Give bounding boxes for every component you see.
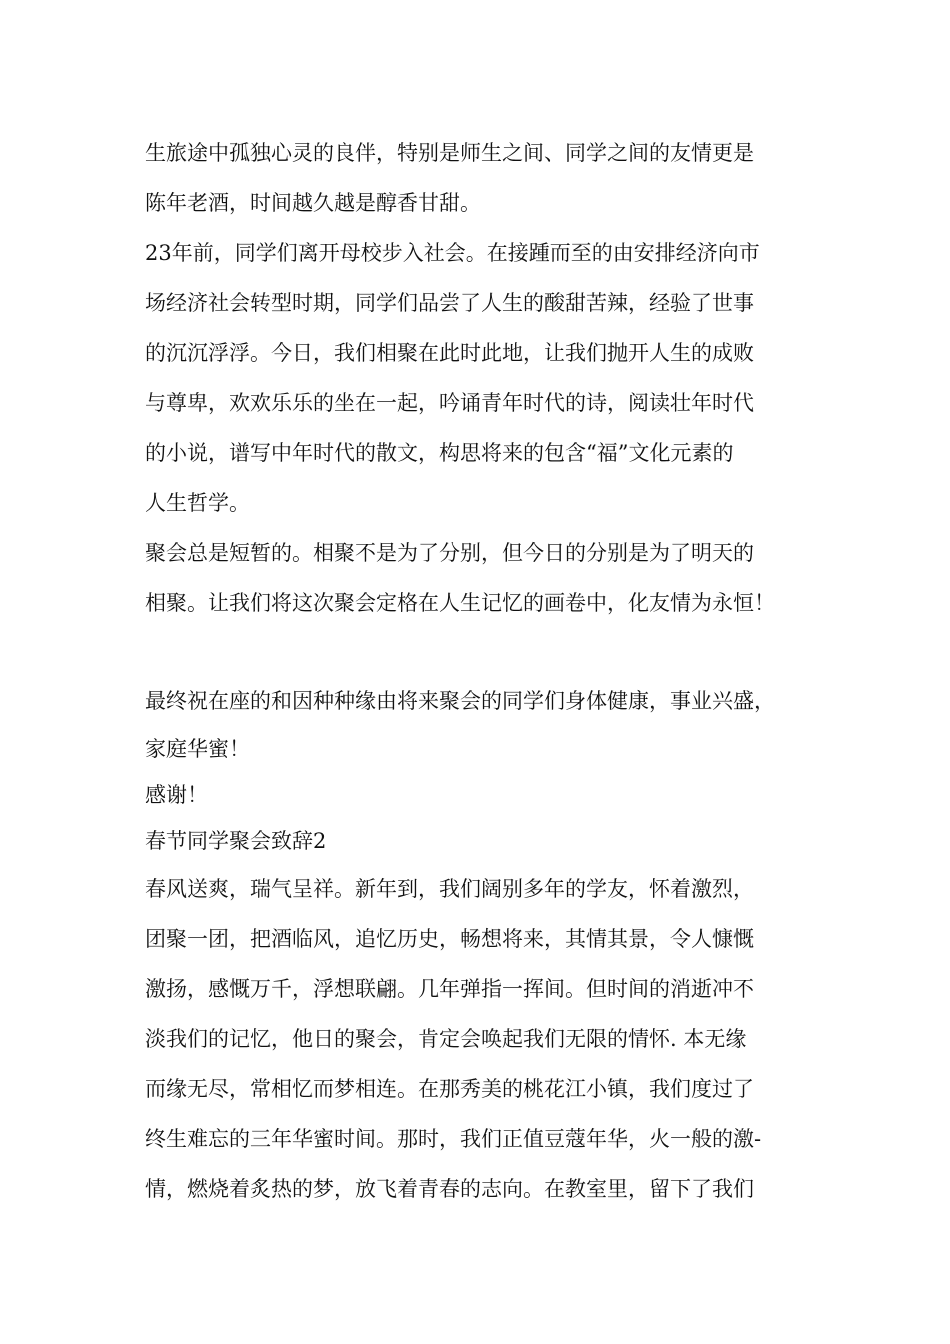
text-line: 春风送爽，瑞气呈祥。新年到，我们阔别多年的学友，怀着激烈，	[145, 877, 754, 901]
text-line: 23年前，同学们离开母校步入社会。在接踵而至的由安排经济向市	[145, 241, 760, 265]
text-line: 生旅途中孤独心灵的良伴，特别是师生之间、同学之间的友情更是	[145, 141, 754, 165]
text-line: 淡我们的记忆，他日的聚会，肯定会唤起我们无限的情怀. 本无缘	[145, 1027, 747, 1051]
text-line: 场经济社会转型时期，同学们品尝了人生的酸甜苦辣，经验了世事	[145, 291, 754, 315]
text-line: 陈年老酒，时间越久越是醇香甘甜。	[145, 191, 481, 215]
text-line: 团聚一团，把酒临风，追忆历史，畅想将来，其情其景，令人慷慨	[145, 927, 754, 951]
text-line: 的沉沉浮浮。今日，我们相聚在此时此地，让我们抛开人生的成败	[145, 341, 754, 365]
body-text	[145, 128, 825, 1214]
paragraph-gap	[145, 628, 825, 676]
text-line: 感谢！	[145, 783, 208, 807]
text-line: 家庭华蜜！	[145, 737, 250, 761]
text-line: 情，燃烧着炙热的梦，放飞着青春的志向。在教室里，留下了我们	[145, 1177, 754, 1201]
text-line: 终生难忘的三年华蜜时间。那时，我们正值豆蔻年华，火一般的激-	[145, 1127, 762, 1151]
text-line: 激扬，感慨万千，浮想联翩。几年弹指一挥间。但时间的消逝冲不	[145, 977, 754, 1001]
text-line: 而缘无尽，常相忆而梦相连。在那秀美的桃花江小镇，我们度过了	[145, 1077, 754, 1101]
text-line: 的小说，谱写中年时代的散文，构思将来的包含“福”文化元素的	[145, 441, 734, 465]
section-heading: 春节同学聚会致辞2	[145, 829, 327, 853]
text-line: 聚会总是短暂的。相聚不是为了分别，但今日的分别是为了明天的	[145, 541, 754, 565]
text-line: 最终祝在座的和因种种缘由将来聚会的同学们身体健康，事业兴盛，	[145, 689, 775, 713]
text-line: 相聚。让我们将这次聚会定格在人生记忆的画卷中，化友情为永恒！	[145, 591, 775, 615]
text-line: 人生哲学。	[145, 491, 250, 515]
text-line: 与尊卑，欢欢乐乐的坐在一起，吟诵青年时代的诗，阅读壮年时代	[145, 391, 754, 415]
